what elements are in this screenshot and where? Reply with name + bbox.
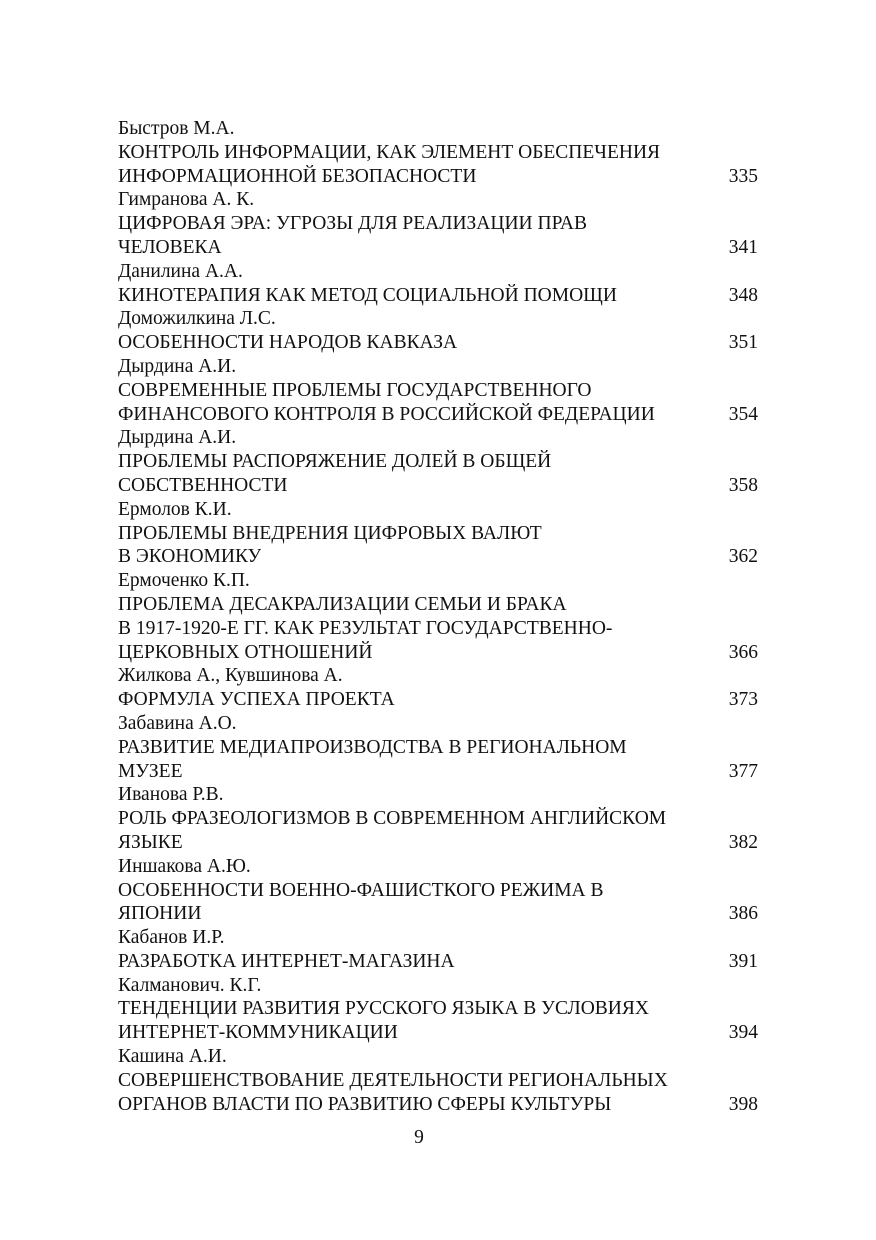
toc-entry-title: ЦИФРОВАЯ ЭРА: УГРОЗЫ ДЛЯ РЕАЛИЗАЦИИ ПРАВ [118,213,588,235]
toc-entry-title: КИНОТЕРАПИЯ КАК МЕТОД СОЦИАЛЬНОЙ ПОМОЩИ [118,284,617,306]
toc-entry-title-line [118,474,758,498]
toc-entry-title: РАЗВИТИЕ МЕДИАПРОИЗВОДСТВА В РЕГИОНАЛЬНОМ [118,736,627,758]
toc-entry-title-line [118,284,758,308]
toc-entry-title-line [118,1021,758,1045]
toc-entry [118,712,758,783]
toc-entry-title-line [118,236,758,260]
toc-entry-title: ПРОБЛЕМА ДЕСАКРАЛИЗАЦИИ СЕМЬИ И БРАКА [118,593,567,615]
toc-entry-title: ЦЕРКОВНЫХ ОТНОШЕНИЙ [118,641,373,663]
toc-entry-title: ЧЕЛОВЕКА [118,236,222,258]
toc-entry-title: ПРОБЛЕМЫ РАСПОРЯЖЕНИЕ ДОЛЕЙ В ОБЩЕЙ [118,451,552,473]
toc-entry-author: Данилина А.А. [118,260,243,282]
toc-entry [118,260,758,308]
toc-entry-title-line [118,879,758,903]
toc-entry-author: Ермолов К.И. [118,498,232,520]
toc-entry-title: СОВРЕМЕННЫЕ ПРОБЛЕМЫ ГОСУДАРСТВЕННОГО [118,379,592,401]
toc-entry-author: Жилкова А., Кувшинова А. [118,665,343,687]
toc-entry-title: ПРОБЛЕМЫ ВНЕДРЕНИЯ ЦИФРОВЫХ ВАЛЮТ [118,522,542,544]
toc-entry-page-number: 377 [728,760,758,782]
toc-entry-page-number: 398 [728,1093,758,1115]
page-number: 9 [414,1127,424,1148]
toc-entry-title: ТЕНДЕНЦИИ РАЗВИТИЯ РУССКОГО ЯЗЫКА В УСЛОВИЯХ [118,998,649,1020]
toc-entry-author: Иванова Р.В. [118,784,224,806]
toc-entry-title-line [118,212,758,236]
toc-entry-title: ОСОБЕННОСТИ ВОЕННО-ФАШИСТКОГО РЕЖИМА В [118,879,604,901]
toc-entry-author: Быстров М.А. [118,118,235,139]
toc-entry-title: ЯПОНИИ [118,903,202,925]
toc-entry-title-line [118,545,758,569]
toc-entry-title: КОНТРОЛЬ ИНФОРМАЦИИ, КАК ЭЛЕМЕНТ ОБЕСПЕЧЕНИЯ [118,141,661,163]
toc-entry-page-number: 354 [728,403,758,425]
toc-entry-title: СОБСТВЕННОСТИ [118,474,288,496]
toc-entry [118,117,758,188]
toc-entry-page-number: 366 [728,641,758,663]
toc-entry-title-line [118,593,758,617]
toc-entry [118,569,758,664]
toc-entry [118,926,758,974]
toc-entry-author: Калманович. К.Г. [118,974,262,996]
toc-entry-title-line [118,997,758,1021]
toc-entry-author: Иншакова А.Ю. [118,855,251,877]
toc-entry [118,974,758,1045]
toc-entry-author: Дырдина А.И. [118,427,237,449]
toc-entry-author: Ермоченко К.П. [118,570,250,592]
toc-entry-title-line [118,617,758,641]
toc-entry-author: Кабанов И.Р. [118,927,225,949]
toc-entry [118,307,758,355]
toc-entry-author: Дырдина А.И. [118,355,237,377]
toc-entry-page-number: 335 [728,165,758,187]
toc-entry-page-number: 394 [728,1022,758,1044]
toc-entry-author: Забавина А.О. [118,712,237,734]
toc-entry [118,855,758,926]
toc-entry-page-number: 386 [728,903,758,925]
toc-entry-title: ФИНАНСОВОГО КОНТРОЛЯ В РОССИЙСКОЙ ФЕДЕРАЦИИ [118,403,655,425]
toc-entry-title: В ЭКОНОМИКУ [118,546,262,568]
toc-entry-title-line [118,831,758,855]
toc-entry [118,783,758,854]
toc-entry [118,355,758,426]
toc-entry-title-line [118,807,758,831]
toc-entry-title: ОСОБЕННОСТИ НАРОДОВ КАВКАЗА [118,332,458,354]
toc-entry-title: В 1917-1920-Е ГГ. КАК РЕЗУЛЬТАТ ГОСУДАРСТВЕННО- [118,617,613,639]
toc-entry-title-line [118,641,758,665]
toc-entry-author: Гимранова А. К. [118,189,255,211]
toc-entry-title: СОВЕРШЕНСТВОВАНИЕ ДЕЯТЕЛЬНОСТИ РЕГИОНАЛЬНЫХ [118,1069,668,1091]
toc-entry-page-number: 348 [728,284,758,306]
toc-entry-page-number: 373 [728,689,758,711]
toc-entry-author: Доможилкина Л.С. [118,308,276,330]
toc-entry-page-number: 358 [728,474,758,496]
toc-entry-title-line [118,902,758,926]
toc-entry-page-number: 351 [728,332,758,354]
toc-entry-title-line [118,403,758,427]
toc-entry-title-line [118,141,758,165]
toc-entry-title-line [118,736,758,760]
toc-entry-title-line [118,450,758,474]
toc-entry-title-line [118,165,758,189]
toc-entry-title: РАЗРАБОТКА ИНТЕРНЕТ-МАГАЗИНА [118,950,455,972]
toc-entry-title: МУЗЕЕ [118,760,183,782]
toc-entry-title-line [118,522,758,546]
toc-entry-title: ИНФОРМАЦИОННОЙ БЕЗОПАСНОСТИ [118,165,477,187]
toc-entry [118,188,758,259]
toc-entry-title-line [118,1069,758,1093]
toc-entry-title-line [118,688,758,712]
toc-entry [118,426,758,497]
toc-entry-title: ЯЗЫКЕ [118,831,183,853]
table-of-contents [118,117,758,1116]
toc-entry-title: ИНТЕРНЕТ-КОММУНИКАЦИИ [118,1022,398,1044]
toc-entry [118,664,758,712]
toc-entry-page-number: 391 [728,950,758,972]
toc-entry-title: РОЛЬ ФРАЗЕОЛОГИЗМОВ В СОВРЕМЕННОМ АНГЛИЙСКОМ [118,808,667,830]
toc-entry-page-number: 341 [728,236,758,258]
toc-entry-title: ОРГАНОВ ВЛАСТИ ПО РАЗВИТИЮ СФЕРЫ КУЛЬТУРЫ [118,1093,612,1115]
toc-entry [118,498,758,569]
toc-entry-page-number: 362 [728,546,758,568]
toc-entry [118,1045,758,1116]
toc-entry-title-line [118,760,758,784]
toc-entry-title-line [118,1093,758,1117]
toc-entry-page-number: 382 [728,831,758,853]
toc-entry-title-line [118,950,758,974]
toc-entry-author: Кашина А.И. [118,1046,227,1068]
toc-entry-title: ФОРМУЛА УСПЕХА ПРОЕКТА [118,689,395,711]
toc-entry-title-line [118,331,758,355]
toc-entry-title-line [118,379,758,403]
